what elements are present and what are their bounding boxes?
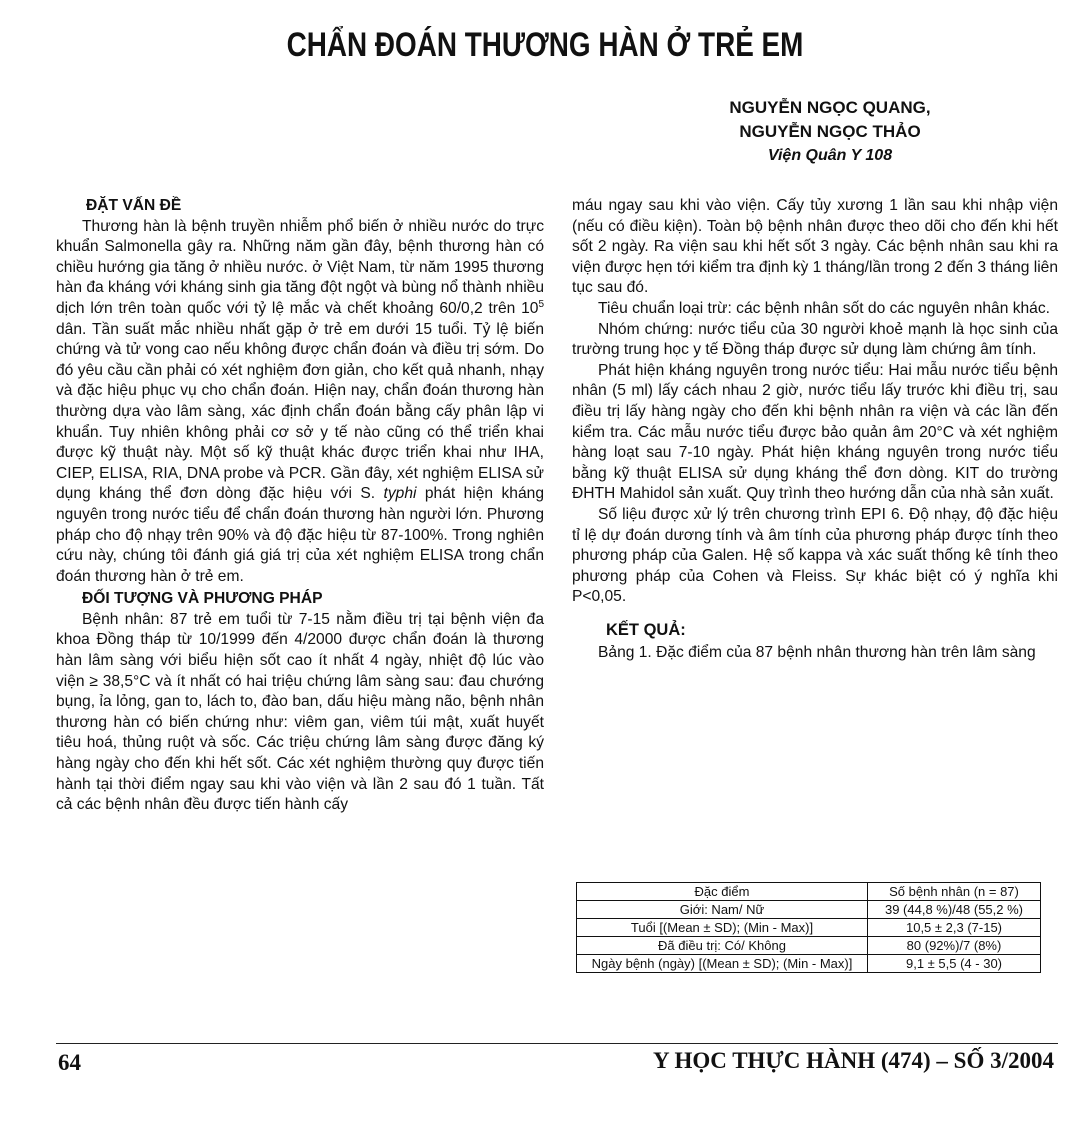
table-cell: Tuổi [(Mean ± SD); (Min - Max)] xyxy=(577,919,868,937)
table-header-row xyxy=(577,883,1041,901)
institution: Viện Quân Y 108 xyxy=(767,147,893,164)
author-block xyxy=(640,96,1020,168)
paragraph-introduction xyxy=(56,217,544,588)
table-cell: Giới: Nam/ Nữ xyxy=(577,901,868,919)
table-caption: Bảng 1. Đặc điểm của 87 bệnh nhân thương hàn trên lâm sàng xyxy=(598,644,1036,662)
paragraph-patients: Bệnh nhân: 87 trẻ em tuổi từ 7-15 nằm điều trị tại bệnh viện đa khoa Đồng tháp từ 10/1999 đến 4/2000 được chẩn đoán là thương hàn lâm sàng với biểu hiện sốt cao ít nhất 4 ngày, nhiệt độ lúc vào viện ≥ 38,5°C và ít nhất có hai triệu chứng lâm sàng sau: đau chướng bụng, ỉa lỏng, gan to, lách to, đào ban, dấu hiệu màng não, bệnh nhân thương hàn có biến chứng như: viêm gan, viêm túi mật, xuất huyết tiêu hoá, thủng ruột và sốc. Các triệu chứng lâm sàng được đăng ký hàng ngày cho đến khi hết sốt. Các xét nghiệm thường quy được tiến hành tại thời điểm ngay sau khi vào viện và lần 2 sau đó 1 tuần. Tất cả các bệnh nhân đều được tiến hành cấy xyxy=(56,610,544,814)
table-row xyxy=(577,937,1041,955)
paragraph-antigen-detection: Phát hiện kháng nguyên trong nước tiểu: Hai mẫu nước tiểu bệnh nhân (5 ml) lấy cách nhau 2 giờ, nước tiểu lấy trước khi điều trị, sau điều trị lấy hàng ngày cho đến khi bệnh nhân ra viện và các lần đến kiểm tra. Các mẫu nước tiểu được bảo quản âm 20°C và xét nghiệm hàng loạt sau 7-10 ngày. Phát hiện kháng nguyên trong nước tiểu bằng kỹ thuật ELISA sử dụng kháng thể đơn dòng. KIT do trường ĐHTH Mahidol sản xuất. Quy trình theo hướng dẫn của nhà sản xuất. xyxy=(572,361,1058,503)
table-patient-characteristics xyxy=(576,882,1041,973)
table-cell: Đã điều trị: Có/ Không xyxy=(577,937,868,955)
left-column xyxy=(56,196,544,816)
table-cell: 10,5 ± 2,3 (7-15) xyxy=(868,919,1041,937)
intro-text-c: phát hiện kháng nguyên trong nước tiểu để chẩn đoán thương hàn người lớn. Phương pháp cho độ nhạy trên 90% và độ đặc hiệu từ 87-100%. Trong nghiên cứu này, chúng tôi đánh giá giá trị của xét nghiệm ELISA trong chẩn đoán thương hàn ở trẻ em. xyxy=(56,485,544,585)
table-header-cell: Đặc điểm xyxy=(577,883,868,901)
intro-text-b: dân. Tần suất mắc nhiều nhất gặp ở trẻ em dưới 15 tuổi. Tỷ lệ biến chứng và tử vong cao nếu không được chẩn đoán và điều trị sớm. Do đó yêu cầu cần phải có xét nghiệm đơn giản, cho kết quả nhanh, nhạy và đặc hiệu phục vụ cho chẩn đoán. Hiện nay, chẩn đoán thương hàn thường dựa vào lâm sàng, xác định chẩn đoán bằng cấy phân lập vi khuẩn. Tuy nhiên không phải cơ sở y tế nào cũng có thể triển khai được kỹ thuật này. Một số kỹ thuật khác được triển khai như IHA, CIEP, ELISA, RIA, DNA probe và PCR. Gần đây, xét nghiệm ELISA sử dụng kháng thể đơn dòng đặc hiệu với S. xyxy=(56,320,544,503)
paragraph-exclusion: Tiêu chuẩn loại trừ: các bệnh nhân sốt do các nguyên nhân khác. xyxy=(598,299,1050,317)
heading-results: KẾT QUẢ: xyxy=(606,620,686,639)
table-row xyxy=(577,901,1041,919)
heading-methods: ĐỐI TƯỢNG VÀ PHƯƠNG PHÁP xyxy=(82,590,323,608)
heading-introduction: ĐẶT VẤN ĐỀ xyxy=(86,197,182,214)
intro-text-a: Thương hàn là bệnh truyền nhiễm phổ biến ở nhiều nước do trực khuẩn Salmonella gây ra. Những năm gần đây, bệnh thương hàn có chiều hướng gia tăng ở nhiều nước. ở Việt Nam, từ năm 1995 thương hàn đa kháng với kháng sinh gia tăng đột ngột và bùng nổ thành nhiều dịch lớn trên toàn quốc với tỷ lệ mắc và chết khoảng 60/0,2 trên 10 xyxy=(56,217,544,317)
paragraph-continued: máu ngay sau khi vào viện. Cấy tủy xương 1 lần sau khi nhập viện (nếu có điều kiện). Toàn bộ bệnh nhân được theo dõi cho đến khi hết sốt 2 ngày. Ra viện sau khi hết sốt 3 ngày. Các bệnh nhân sau khi ra viện được hẹn tới kiểm tra định kỳ 1 tháng/lần trong 2 đến 3 tháng liên tục sau đó. xyxy=(572,197,1059,297)
page-number: 64 xyxy=(58,1050,81,1075)
intro-italic-species: typhi xyxy=(383,485,417,503)
footer-rule xyxy=(56,1043,1058,1044)
table-cell: 80 (92%)/7 (8%) xyxy=(868,937,1041,955)
paragraph-control-group: Nhóm chứng: nước tiểu của 30 người khoẻ mạnh là học sinh của trường trung học y tế Đồng tháp được sử dụng làm chứng âm tính. xyxy=(572,320,1058,359)
table-header-cell: Số bệnh nhân (n = 87) xyxy=(868,883,1041,901)
right-column xyxy=(572,196,1058,664)
table-row xyxy=(577,919,1041,937)
article-title: CHẨN ĐOÁN THƯƠNG HÀN Ở TRẺ EM xyxy=(286,26,804,64)
paragraph-statistics: Số liệu được xử lý trên chương trình EPI 6. Độ nhạy, độ đặc hiệu tỉ lệ dự đoán dương tính và âm tính của phương pháp được tính theo phương pháp của Galen. Hệ số kappa và xác suất thống kê tính theo phương pháp của Cohen và Fleiss. Sự khác biệt có ý nghĩa khi P<0,05. xyxy=(572,505,1058,606)
journal-name: Y HỌC THỰC HÀNH (474) – SỐ 3/2004 xyxy=(652,1048,1054,1073)
author-1: NGUYỄN NGỌC QUANG, xyxy=(729,98,931,117)
intro-superscript: 5 xyxy=(538,298,544,310)
table-cell: 39 (44,8 %)/48 (55,2 %) xyxy=(868,901,1041,919)
table-cell: Ngày bệnh (ngày) [(Mean ± SD); (Min - Max)] xyxy=(577,955,868,973)
table-cell: 9,1 ± 5,5 (4 - 30) xyxy=(868,955,1041,973)
author-2: NGUYỄN NGỌC THẢO xyxy=(739,122,921,141)
table-row xyxy=(577,955,1041,973)
